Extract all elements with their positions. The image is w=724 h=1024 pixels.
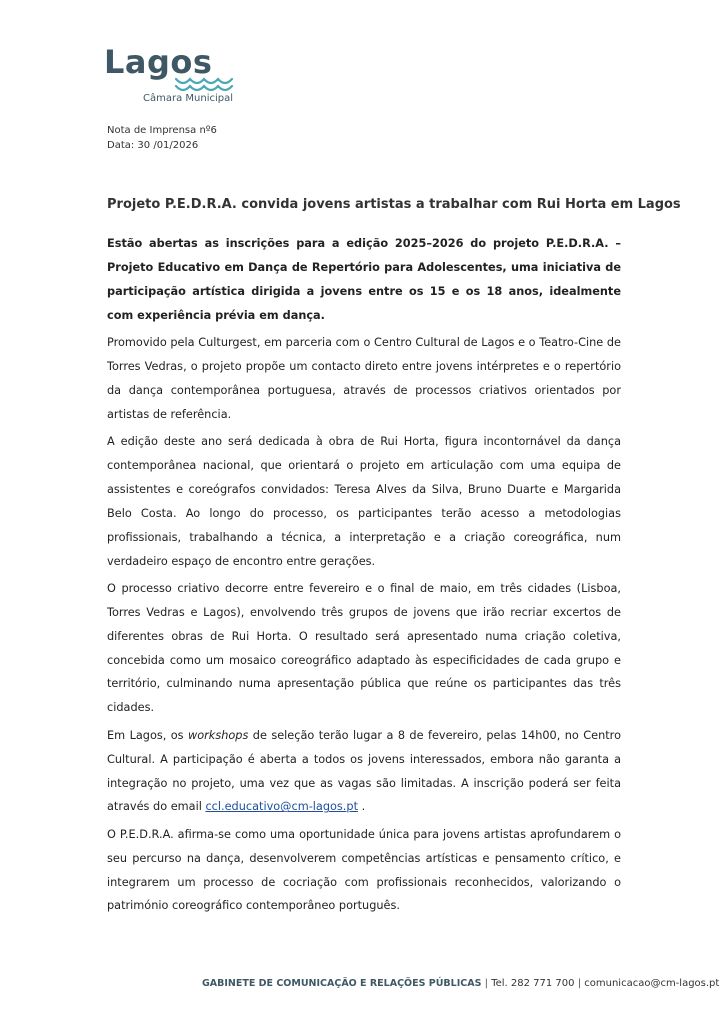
workshops-details: de seleção terão lugar a 8 de fevereiro, pelas 14h00, no Centro Cultural. A participação é aberta a todos os jovens interessados, embora não garanta a integração no projeto, uma vez que as vagas são limitadas. A inscrição poderá ser feita através do email [107, 728, 621, 814]
paragraph-partnership: Promovido pela Culturgest, em parceria com o Centro Cultural de Lagos e o Teatro-Cine de Torres Vedras, o projeto propõe um contacto direto entre jovens intérpretes e o repertório da dança contemporânea portuguesa, através de processos criativos orientados por artistas de referência. [107, 336, 621, 421]
paragraph-lagos-workshops [107, 724, 621, 820]
press-meta [107, 123, 217, 153]
page-title: Projeto P.E.D.R.A. convida jovens artistas a trabalhar com Rui Horta em Lagos [107, 197, 681, 212]
workshops-end: . [358, 800, 366, 814]
logo-subtitle: Câmara Municipal [143, 93, 234, 104]
article-body [107, 232, 621, 922]
footer-separator: | [484, 978, 488, 989]
camara-lagos-logo [104, 42, 244, 110]
logo-wordmark: Lagos [104, 43, 213, 81]
footer-email[interactable]: comunicacao@cm-lagos.pt [584, 978, 720, 989]
workshops-term: workshops [188, 728, 249, 742]
paragraph-conclusion: O P.E.D.R.A. afirma-se como uma oportunidade única para jovens artistas aprofundarem o seu percurso na dança, desenvolverem competências artísticas e pensamento crítico, e integrarem um processo de cocriação com profissionais reconhecidos, valorizando o património coreográfico contemporâneo português. [107, 827, 621, 913]
paragraph-creative-process: O processo criativo decorre entre fevereiro e o final de maio, em três cidades (Lisboa, Torres Vedras e Lagos), envolvendo três grupos de jovens que irão recriar excertos de diferentes obras de Rui Horta. O resultado será apresentado numa criação coletiva, concebida como um mosaico coreográfico adaptado às especificidades de cada grupo e território, culminando numa apresentação pública que reúne os participantes das três cidades. [107, 581, 621, 715]
press-note-number: Nota de Imprensa nº6 [107, 125, 217, 136]
footer-phone: Tel. 282 771 700 [491, 978, 575, 989]
lead-paragraph: Estão abertas as inscrições para a edição 2025–2026 do projeto P.E.D.R.A. – Projeto Educativo em Dança de Repertório para Adolescentes, uma iniciativa de participação artística dirigida a jovens entre os 15 e os 18 anos, idealmente com experiência prévia em dança. [107, 237, 621, 322]
workshops-intro: Em Lagos, os [107, 728, 188, 742]
footer-department: GABINETE DE COMUNICAÇÃO E RELAÇÕES PÚBLICAS [202, 978, 482, 989]
logo-waves-icon [174, 75, 240, 91]
registration-email-link[interactable]: ccl.educativo@cm-lagos.pt [205, 800, 358, 814]
paragraph-rui-horta: A edição deste ano será dedicada à obra de Rui Horta, figura incontornável da dança contemporânea nacional, que orientará o projeto em articulação com uma equipa de assistentes e coreógrafos convidados: Teresa Alves da Silva, Bruno Duarte e Margarida Belo Costa. Ao longo do processo, os participantes terão acesso a metodologias profissionais, trabalhando a técnica, a interpretação e a criação coreográfica, num verdadeiro espaço de encontro entre gerações. [107, 435, 621, 568]
page-footer [202, 977, 720, 991]
press-date: Data: 30 /01/2026 [107, 140, 199, 151]
footer-separator-2: | [577, 978, 582, 989]
